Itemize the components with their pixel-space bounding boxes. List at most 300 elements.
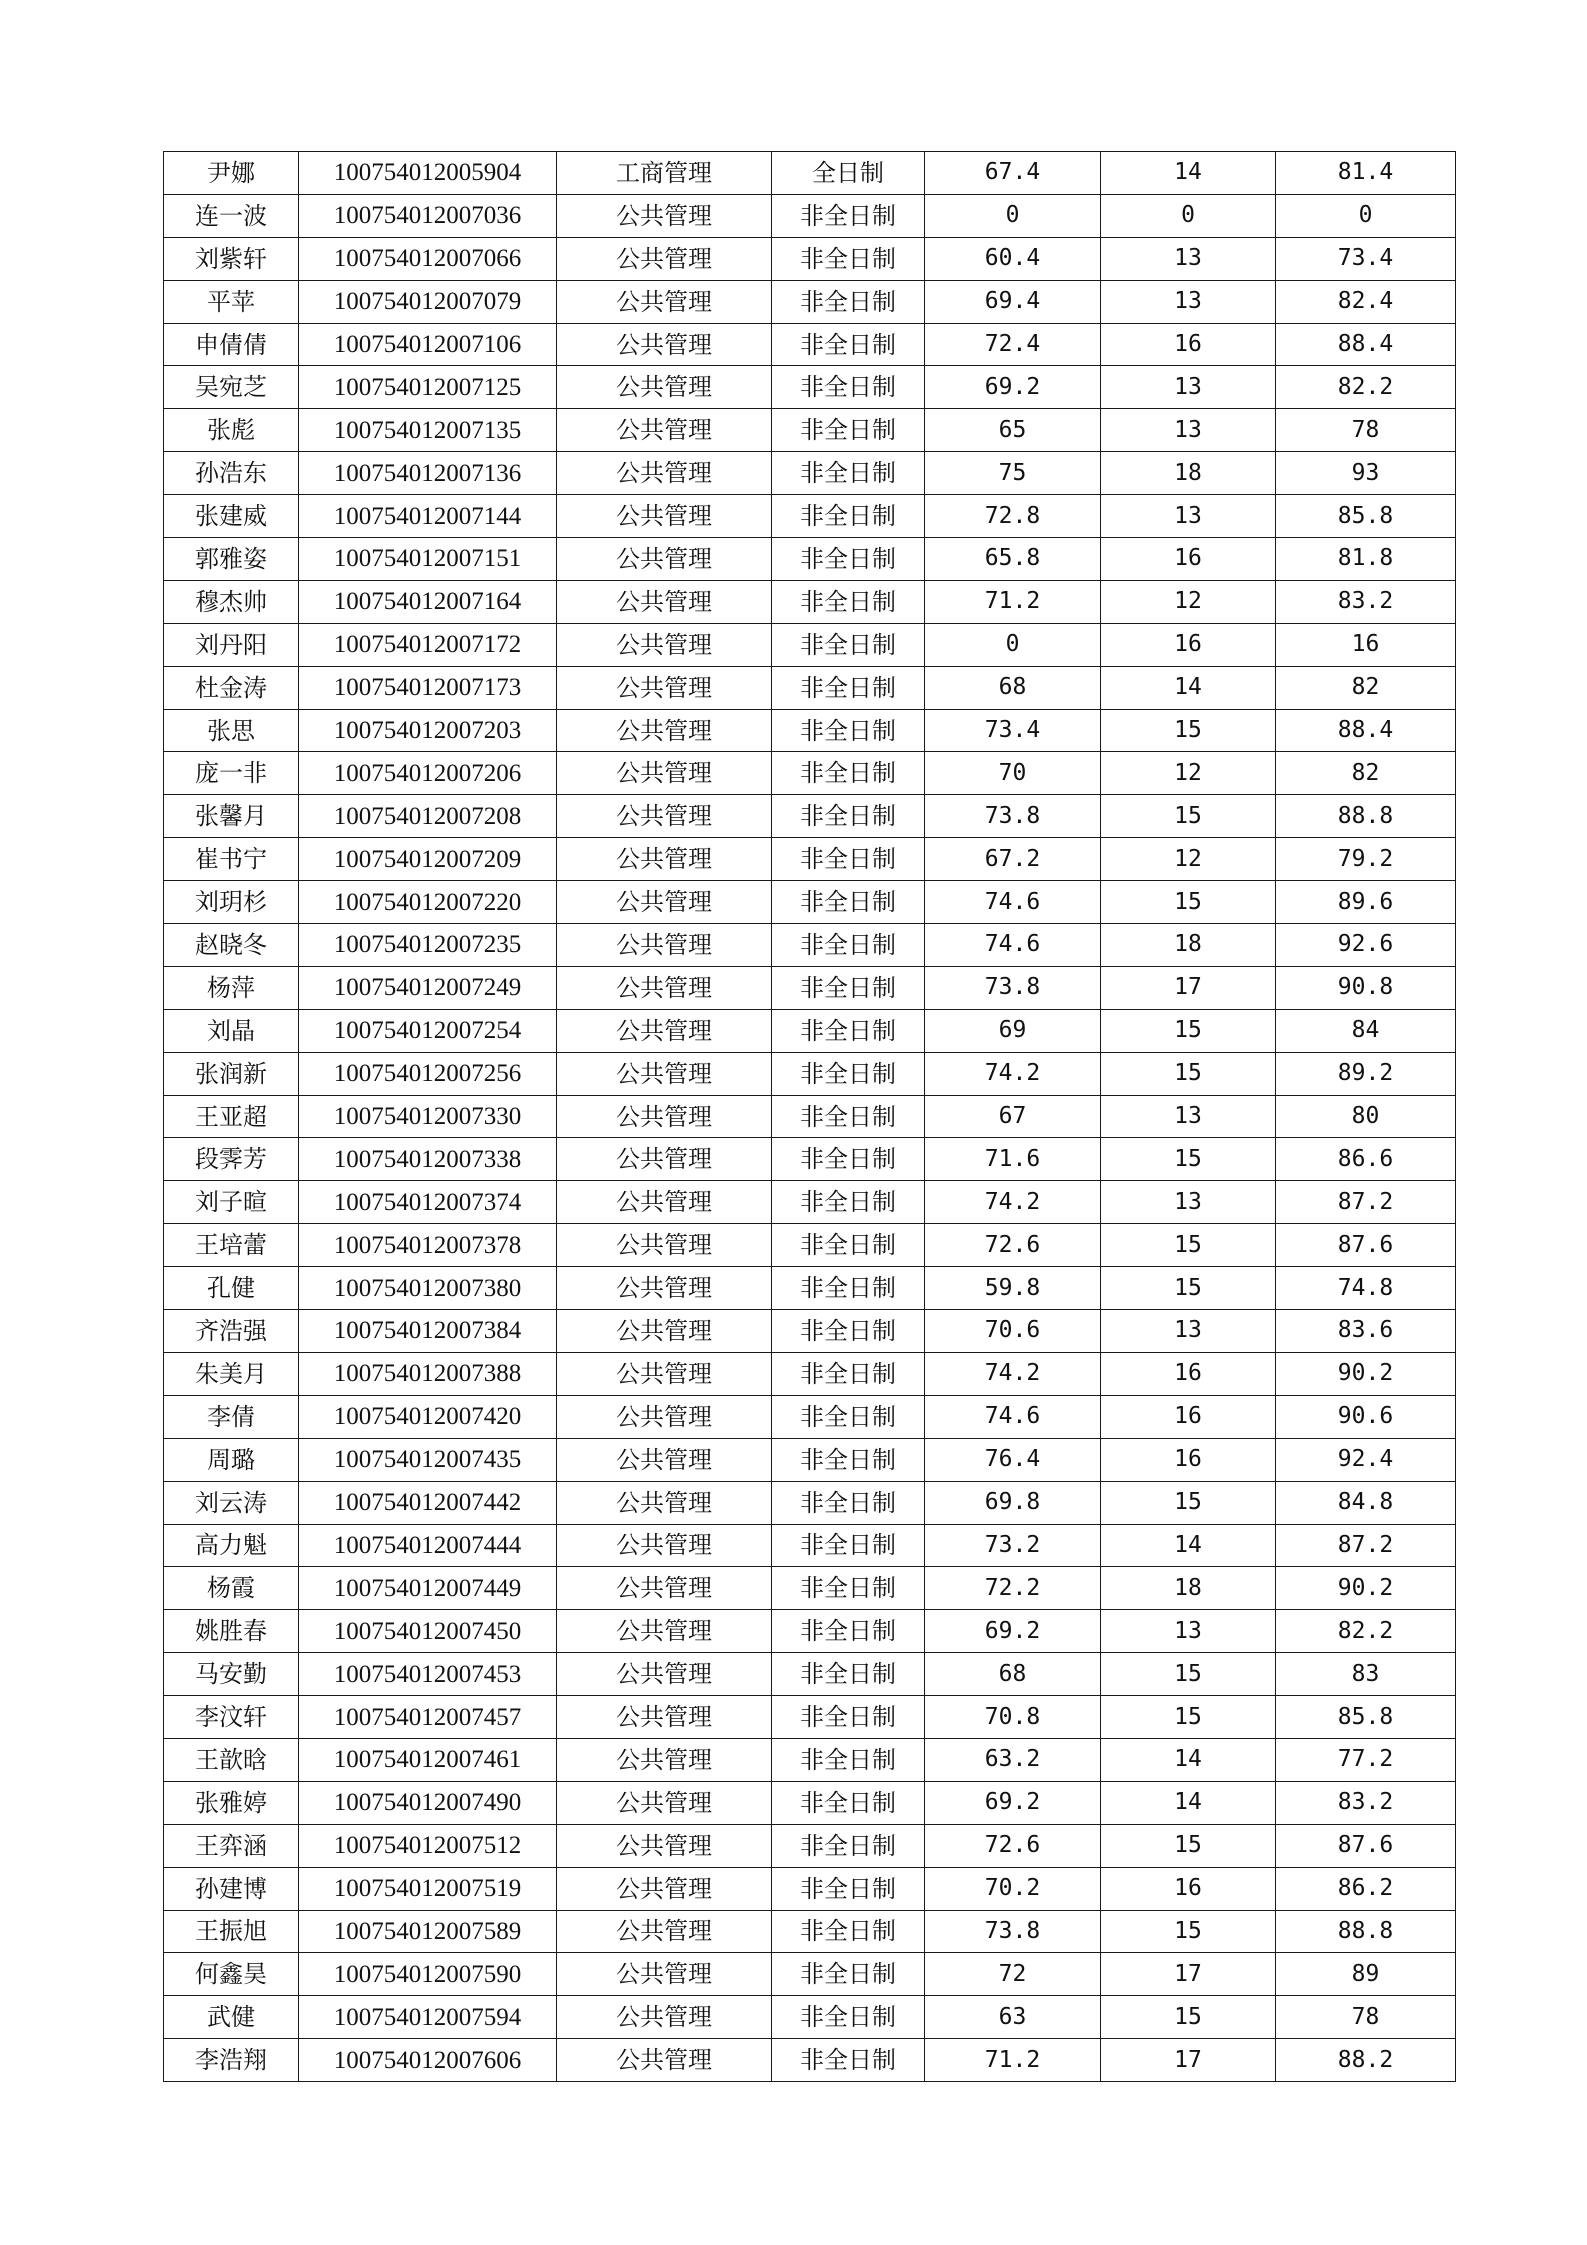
- total-cell: 88.4: [1276, 323, 1456, 366]
- score-b-cell: 17: [1101, 966, 1276, 1009]
- name-cell: 尹娜: [164, 152, 299, 195]
- score-b-cell: 15: [1101, 1696, 1276, 1739]
- major-cell: 公共管理: [557, 623, 772, 666]
- total-cell: 90.2: [1276, 1352, 1456, 1395]
- score-a-cell: 69: [925, 1009, 1101, 1052]
- table-row: [164, 1438, 1456, 1481]
- name-cell: 张馨月: [164, 795, 299, 838]
- table-row: [164, 1910, 1456, 1953]
- study-mode-cell: 非全日制: [772, 838, 925, 881]
- id-cell: 100754012007380: [299, 1267, 557, 1310]
- study-mode-cell: 非全日制: [772, 623, 925, 666]
- major-cell: 公共管理: [557, 1867, 772, 1910]
- score-b-cell: 15: [1101, 709, 1276, 752]
- table-row: [164, 752, 1456, 795]
- table-row: [164, 1953, 1456, 1996]
- table-row: [164, 1524, 1456, 1567]
- study-mode-cell: 非全日制: [772, 280, 925, 323]
- table-row: [164, 795, 1456, 838]
- id-cell: 100754012007457: [299, 1696, 557, 1739]
- score-b-cell: 12: [1101, 580, 1276, 623]
- name-cell: 连一波: [164, 194, 299, 237]
- id-cell: 100754012007066: [299, 237, 557, 280]
- score-b-cell: 16: [1101, 1438, 1276, 1481]
- study-mode-cell: 非全日制: [772, 1395, 925, 1438]
- id-cell: 100754012007079: [299, 280, 557, 323]
- name-cell: 孙浩东: [164, 452, 299, 495]
- study-mode-cell: 非全日制: [772, 1224, 925, 1267]
- table-row: [164, 1610, 1456, 1653]
- score-a-cell: 68: [925, 1653, 1101, 1696]
- name-cell: 武健: [164, 1996, 299, 2039]
- study-mode-cell: 非全日制: [772, 1481, 925, 1524]
- name-cell: 孙建博: [164, 1867, 299, 1910]
- table-row: [164, 409, 1456, 452]
- table-row: [164, 709, 1456, 752]
- id-cell: 100754012005904: [299, 152, 557, 195]
- name-cell: 马安勤: [164, 1653, 299, 1696]
- study-mode-cell: 非全日制: [772, 1524, 925, 1567]
- study-mode-cell: 非全日制: [772, 409, 925, 452]
- study-mode-cell: 非全日制: [772, 966, 925, 1009]
- score-a-cell: 60.4: [925, 237, 1101, 280]
- name-cell: 郭雅姿: [164, 538, 299, 581]
- major-cell: 公共管理: [557, 1009, 772, 1052]
- score-a-cell: 69.2: [925, 366, 1101, 409]
- id-cell: 100754012007203: [299, 709, 557, 752]
- major-cell: 公共管理: [557, 1824, 772, 1867]
- table-row: [164, 1481, 1456, 1524]
- score-a-cell: 74.2: [925, 1352, 1101, 1395]
- total-cell: 83.2: [1276, 580, 1456, 623]
- study-mode-cell: 非全日制: [772, 1824, 925, 1867]
- id-cell: 100754012007144: [299, 495, 557, 538]
- study-mode-cell: 非全日制: [772, 1438, 925, 1481]
- study-mode-cell: 非全日制: [772, 881, 925, 924]
- name-cell: 何鑫昊: [164, 1953, 299, 1996]
- total-cell: 82.2: [1276, 1610, 1456, 1653]
- id-cell: 100754012007594: [299, 1996, 557, 2039]
- major-cell: 公共管理: [557, 1524, 772, 1567]
- total-cell: 88.8: [1276, 795, 1456, 838]
- major-cell: 公共管理: [557, 1610, 772, 1653]
- table-row: [164, 323, 1456, 366]
- study-mode-cell: 非全日制: [772, 1095, 925, 1138]
- score-a-cell: 0: [925, 194, 1101, 237]
- table-row: [164, 1310, 1456, 1353]
- id-cell: 100754012007490: [299, 1781, 557, 1824]
- name-cell: 申倩倩: [164, 323, 299, 366]
- total-cell: 80: [1276, 1095, 1456, 1138]
- total-cell: 88.8: [1276, 1910, 1456, 1953]
- score-b-cell: 15: [1101, 881, 1276, 924]
- total-cell: 86.2: [1276, 1867, 1456, 1910]
- id-cell: 100754012007164: [299, 580, 557, 623]
- study-mode-cell: 非全日制: [772, 1996, 925, 2039]
- score-b-cell: 15: [1101, 1481, 1276, 1524]
- score-b-cell: 14: [1101, 1524, 1276, 1567]
- id-cell: 100754012007450: [299, 1610, 557, 1653]
- score-b-cell: 15: [1101, 1052, 1276, 1095]
- total-cell: 89.6: [1276, 881, 1456, 924]
- name-cell: 李倩: [164, 1395, 299, 1438]
- score-a-cell: 67.2: [925, 838, 1101, 881]
- score-b-cell: 15: [1101, 1996, 1276, 2039]
- id-cell: 100754012007519: [299, 1867, 557, 1910]
- id-cell: 100754012007235: [299, 924, 557, 967]
- name-cell: 孔健: [164, 1267, 299, 1310]
- id-cell: 100754012007444: [299, 1524, 557, 1567]
- name-cell: 周璐: [164, 1438, 299, 1481]
- score-a-cell: 68: [925, 666, 1101, 709]
- id-cell: 100754012007125: [299, 366, 557, 409]
- score-b-cell: 0: [1101, 194, 1276, 237]
- total-cell: 81.4: [1276, 152, 1456, 195]
- table-row: [164, 1052, 1456, 1095]
- total-cell: 81.8: [1276, 538, 1456, 581]
- id-cell: 100754012007172: [299, 623, 557, 666]
- score-a-cell: 71.2: [925, 2039, 1101, 2082]
- id-cell: 100754012007254: [299, 1009, 557, 1052]
- score-b-cell: 14: [1101, 1738, 1276, 1781]
- major-cell: 公共管理: [557, 323, 772, 366]
- score-b-cell: 15: [1101, 1910, 1276, 1953]
- score-a-cell: 65: [925, 409, 1101, 452]
- score-b-cell: 15: [1101, 1267, 1276, 1310]
- total-cell: 16: [1276, 623, 1456, 666]
- table-row: [164, 966, 1456, 1009]
- major-cell: 公共管理: [557, 924, 772, 967]
- score-b-cell: 17: [1101, 2039, 1276, 2082]
- major-cell: 公共管理: [557, 1910, 772, 1953]
- name-cell: 杜金涛: [164, 666, 299, 709]
- study-mode-cell: 非全日制: [772, 1953, 925, 1996]
- name-cell: 张彪: [164, 409, 299, 452]
- total-cell: 0: [1276, 194, 1456, 237]
- study-mode-cell: 非全日制: [772, 495, 925, 538]
- table-row: [164, 452, 1456, 495]
- id-cell: 100754012007374: [299, 1181, 557, 1224]
- major-cell: 公共管理: [557, 194, 772, 237]
- table-row: [164, 1653, 1456, 1696]
- id-cell: 100754012007036: [299, 194, 557, 237]
- score-a-cell: 63.2: [925, 1738, 1101, 1781]
- name-cell: 王亚超: [164, 1095, 299, 1138]
- total-cell: 87.2: [1276, 1181, 1456, 1224]
- score-a-cell: 71.2: [925, 580, 1101, 623]
- table-row: [164, 194, 1456, 237]
- name-cell: 高力魁: [164, 1524, 299, 1567]
- table-row: [164, 1095, 1456, 1138]
- study-mode-cell: 非全日制: [772, 1009, 925, 1052]
- id-cell: 100754012007338: [299, 1138, 557, 1181]
- score-a-cell: 69.4: [925, 280, 1101, 323]
- table-row: [164, 1824, 1456, 1867]
- score-a-cell: 73.8: [925, 966, 1101, 1009]
- study-mode-cell: 非全日制: [772, 1267, 925, 1310]
- score-a-cell: 73.4: [925, 709, 1101, 752]
- total-cell: 84.8: [1276, 1481, 1456, 1524]
- table-row: [164, 538, 1456, 581]
- score-a-cell: 69.8: [925, 1481, 1101, 1524]
- major-cell: 公共管理: [557, 237, 772, 280]
- table-row: [164, 1181, 1456, 1224]
- total-cell: 89: [1276, 1953, 1456, 1996]
- study-mode-cell: 非全日制: [772, 1138, 925, 1181]
- study-mode-cell: 非全日制: [772, 1352, 925, 1395]
- score-b-cell: 13: [1101, 1610, 1276, 1653]
- id-cell: 100754012007330: [299, 1095, 557, 1138]
- study-mode-cell: 非全日制: [772, 194, 925, 237]
- name-cell: 张思: [164, 709, 299, 752]
- total-cell: 88.4: [1276, 709, 1456, 752]
- total-cell: 73.4: [1276, 237, 1456, 280]
- total-cell: 87.2: [1276, 1524, 1456, 1567]
- table-row: [164, 1781, 1456, 1824]
- score-b-cell: 13: [1101, 1095, 1276, 1138]
- table-row: [164, 1867, 1456, 1910]
- id-cell: 100754012007589: [299, 1910, 557, 1953]
- score-a-cell: 70.8: [925, 1696, 1101, 1739]
- score-a-cell: 72.8: [925, 495, 1101, 538]
- table-row: [164, 1696, 1456, 1739]
- score-b-cell: 18: [1101, 924, 1276, 967]
- id-cell: 100754012007209: [299, 838, 557, 881]
- study-mode-cell: 非全日制: [772, 538, 925, 581]
- name-cell: 刘子暄: [164, 1181, 299, 1224]
- total-cell: 83: [1276, 1653, 1456, 1696]
- score-b-cell: 15: [1101, 1138, 1276, 1181]
- table-row: [164, 2039, 1456, 2082]
- id-cell: 100754012007378: [299, 1224, 557, 1267]
- id-cell: 100754012007606: [299, 2039, 557, 2082]
- study-mode-cell: 非全日制: [772, 795, 925, 838]
- score-table: [163, 151, 1456, 2082]
- score-b-cell: 18: [1101, 452, 1276, 495]
- major-cell: 公共管理: [557, 1738, 772, 1781]
- name-cell: 李浩翔: [164, 2039, 299, 2082]
- score-a-cell: 74.6: [925, 924, 1101, 967]
- score-a-cell: 70.6: [925, 1310, 1101, 1353]
- score-b-cell: 14: [1101, 1781, 1276, 1824]
- score-a-cell: 67.4: [925, 152, 1101, 195]
- score-a-cell: 72: [925, 1953, 1101, 1996]
- study-mode-cell: 非全日制: [772, 580, 925, 623]
- total-cell: 74.8: [1276, 1267, 1456, 1310]
- major-cell: 公共管理: [557, 538, 772, 581]
- score-a-cell: 74.6: [925, 1395, 1101, 1438]
- table-row: [164, 152, 1456, 195]
- name-cell: 张雅婷: [164, 1781, 299, 1824]
- major-cell: 公共管理: [557, 495, 772, 538]
- table-row: [164, 1224, 1456, 1267]
- score-b-cell: 16: [1101, 1867, 1276, 1910]
- total-cell: 83.2: [1276, 1781, 1456, 1824]
- table-row: [164, 1738, 1456, 1781]
- score-b-cell: 13: [1101, 409, 1276, 452]
- major-cell: 公共管理: [557, 409, 772, 452]
- name-cell: 王歆晗: [164, 1738, 299, 1781]
- id-cell: 100754012007206: [299, 752, 557, 795]
- total-cell: 82.2: [1276, 366, 1456, 409]
- score-b-cell: 13: [1101, 1181, 1276, 1224]
- study-mode-cell: 非全日制: [772, 237, 925, 280]
- name-cell: 段霁芳: [164, 1138, 299, 1181]
- study-mode-cell: 非全日制: [772, 1181, 925, 1224]
- name-cell: 王振旭: [164, 1910, 299, 1953]
- total-cell: 90.2: [1276, 1567, 1456, 1610]
- table-row: [164, 623, 1456, 666]
- score-b-cell: 13: [1101, 280, 1276, 323]
- major-cell: 公共管理: [557, 1953, 772, 1996]
- total-cell: 93: [1276, 452, 1456, 495]
- score-b-cell: 15: [1101, 1009, 1276, 1052]
- id-cell: 100754012007135: [299, 409, 557, 452]
- score-b-cell: 13: [1101, 366, 1276, 409]
- id-cell: 100754012007208: [299, 795, 557, 838]
- id-cell: 100754012007256: [299, 1052, 557, 1095]
- table-row: [164, 1567, 1456, 1610]
- study-mode-cell: 非全日制: [772, 1567, 925, 1610]
- study-mode-cell: 非全日制: [772, 1696, 925, 1739]
- name-cell: 崔书宁: [164, 838, 299, 881]
- table-row: [164, 1352, 1456, 1395]
- table-row: [164, 1996, 1456, 2039]
- major-cell: 公共管理: [557, 1310, 772, 1353]
- table-row: [164, 881, 1456, 924]
- major-cell: 公共管理: [557, 881, 772, 924]
- major-cell: 公共管理: [557, 580, 772, 623]
- score-b-cell: 14: [1101, 666, 1276, 709]
- study-mode-cell: 非全日制: [772, 366, 925, 409]
- major-cell: 公共管理: [557, 1696, 772, 1739]
- total-cell: 89.2: [1276, 1052, 1456, 1095]
- score-b-cell: 13: [1101, 495, 1276, 538]
- id-cell: 100754012007512: [299, 1824, 557, 1867]
- score-a-cell: 70: [925, 752, 1101, 795]
- score-a-cell: 72.6: [925, 1224, 1101, 1267]
- major-cell: 公共管理: [557, 1052, 772, 1095]
- total-cell: 85.8: [1276, 1696, 1456, 1739]
- name-cell: 杨霞: [164, 1567, 299, 1610]
- score-b-cell: 15: [1101, 1824, 1276, 1867]
- total-cell: 84: [1276, 1009, 1456, 1052]
- major-cell: 公共管理: [557, 1781, 772, 1824]
- id-cell: 100754012007388: [299, 1352, 557, 1395]
- name-cell: 吴宛芝: [164, 366, 299, 409]
- major-cell: 公共管理: [557, 1267, 772, 1310]
- score-b-cell: 18: [1101, 1567, 1276, 1610]
- major-cell: 公共管理: [557, 709, 772, 752]
- id-cell: 100754012007449: [299, 1567, 557, 1610]
- name-cell: 赵晓冬: [164, 924, 299, 967]
- total-cell: 92.6: [1276, 924, 1456, 967]
- major-cell: 公共管理: [557, 1395, 772, 1438]
- name-cell: 庞一非: [164, 752, 299, 795]
- name-cell: 王培蕾: [164, 1224, 299, 1267]
- total-cell: 90.6: [1276, 1395, 1456, 1438]
- id-cell: 100754012007435: [299, 1438, 557, 1481]
- total-cell: 77.2: [1276, 1738, 1456, 1781]
- score-a-cell: 74.2: [925, 1052, 1101, 1095]
- study-mode-cell: 非全日制: [772, 1310, 925, 1353]
- score-a-cell: 73.2: [925, 1524, 1101, 1567]
- total-cell: 78: [1276, 409, 1456, 452]
- total-cell: 92.4: [1276, 1438, 1456, 1481]
- score-a-cell: 73.8: [925, 795, 1101, 838]
- id-cell: 100754012007173: [299, 666, 557, 709]
- score-a-cell: 69.2: [925, 1781, 1101, 1824]
- score-b-cell: 17: [1101, 1953, 1276, 1996]
- name-cell: 刘丹阳: [164, 623, 299, 666]
- score-a-cell: 73.8: [925, 1910, 1101, 1953]
- major-cell: 公共管理: [557, 752, 772, 795]
- major-cell: 公共管理: [557, 1181, 772, 1224]
- study-mode-cell: 非全日制: [772, 1781, 925, 1824]
- total-cell: 82: [1276, 752, 1456, 795]
- major-cell: 公共管理: [557, 1224, 772, 1267]
- id-cell: 100754012007420: [299, 1395, 557, 1438]
- name-cell: 朱美月: [164, 1352, 299, 1395]
- score-a-cell: 67: [925, 1095, 1101, 1138]
- total-cell: 86.6: [1276, 1138, 1456, 1181]
- score-a-cell: 0: [925, 623, 1101, 666]
- score-a-cell: 76.4: [925, 1438, 1101, 1481]
- total-cell: 78: [1276, 1996, 1456, 2039]
- major-cell: 工商管理: [557, 152, 772, 195]
- total-cell: 79.2: [1276, 838, 1456, 881]
- table-row: [164, 580, 1456, 623]
- study-mode-cell: 非全日制: [772, 1653, 925, 1696]
- study-mode-cell: 非全日制: [772, 924, 925, 967]
- name-cell: 刘晶: [164, 1009, 299, 1052]
- id-cell: 100754012007220: [299, 881, 557, 924]
- table-row: [164, 1009, 1456, 1052]
- study-mode-cell: 非全日制: [772, 1867, 925, 1910]
- name-cell: 李汶轩: [164, 1696, 299, 1739]
- score-a-cell: 74.2: [925, 1181, 1101, 1224]
- score-a-cell: 75: [925, 452, 1101, 495]
- score-a-cell: 70.2: [925, 1867, 1101, 1910]
- table-row: [164, 924, 1456, 967]
- name-cell: 刘云涛: [164, 1481, 299, 1524]
- study-mode-cell: 非全日制: [772, 1738, 925, 1781]
- table-row: [164, 1267, 1456, 1310]
- name-cell: 刘紫轩: [164, 237, 299, 280]
- major-cell: 公共管理: [557, 1138, 772, 1181]
- study-mode-cell: 非全日制: [772, 1910, 925, 1953]
- score-a-cell: 65.8: [925, 538, 1101, 581]
- study-mode-cell: 非全日制: [772, 1052, 925, 1095]
- major-cell: 公共管理: [557, 280, 772, 323]
- score-b-cell: 12: [1101, 838, 1276, 881]
- study-mode-cell: 非全日制: [772, 452, 925, 495]
- total-cell: 90.8: [1276, 966, 1456, 1009]
- total-cell: 83.6: [1276, 1310, 1456, 1353]
- major-cell: 公共管理: [557, 666, 772, 709]
- total-cell: 85.8: [1276, 495, 1456, 538]
- study-mode-cell: 非全日制: [772, 752, 925, 795]
- table-row: [164, 280, 1456, 323]
- score-b-cell: 15: [1101, 1653, 1276, 1696]
- score-b-cell: 14: [1101, 152, 1276, 195]
- major-cell: 公共管理: [557, 1481, 772, 1524]
- id-cell: 100754012007461: [299, 1738, 557, 1781]
- major-cell: 公共管理: [557, 452, 772, 495]
- major-cell: 公共管理: [557, 1653, 772, 1696]
- score-a-cell: 72.2: [925, 1567, 1101, 1610]
- score-a-cell: 72.4: [925, 323, 1101, 366]
